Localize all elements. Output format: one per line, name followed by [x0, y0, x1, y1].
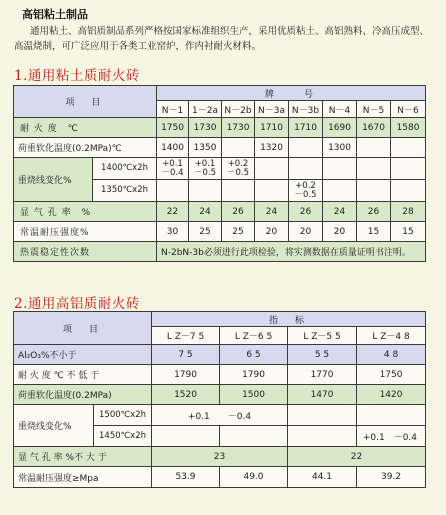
- section1-title: 1.通用粘土质耐火砖: [14, 68, 140, 84]
- reheat-value: [357, 180, 391, 202]
- reheat-value: [222, 180, 255, 202]
- value-cell: 1790: [220, 365, 288, 385]
- grade-cell: L Z－4 8: [357, 327, 426, 345]
- reheat-value: [220, 426, 288, 447]
- refractoriness-label: 耐 火 度 ℃: [14, 118, 157, 138]
- value-cell: [289, 138, 323, 158]
- value-cell: 23: [152, 447, 288, 467]
- reheat-condition: 1350℃x2h: [93, 180, 157, 202]
- value-cell: 1710: [289, 118, 323, 138]
- grade-header: 牌 号: [157, 86, 426, 101]
- reheat-label: 重烧线变化%: [14, 405, 94, 447]
- value-cell: 1400: [157, 138, 189, 158]
- value-cell: 1320: [255, 138, 289, 158]
- softening-label: 荷重软化温度(0.2MPa): [14, 385, 152, 405]
- value-cell: 1420: [357, 385, 426, 405]
- reheat-condition: 1450℃x2h: [94, 426, 152, 447]
- grade-cell: L Z－7 5: [152, 327, 220, 345]
- value-cell: 1750: [357, 365, 426, 385]
- value-cell: [391, 138, 426, 158]
- grade-cell: N－1: [157, 101, 189, 118]
- item-header: 项 目: [14, 312, 152, 345]
- strength-label: 常温耐压强度%: [14, 222, 157, 242]
- thermal-note: N-2bN-3b必须进行此项检验，将实测数据在质量证明书注明。: [157, 242, 426, 262]
- reheat-value: [189, 180, 222, 202]
- al2o3-label: Al₂O₃%不小于: [14, 345, 152, 365]
- value-cell: 1520: [152, 385, 220, 405]
- value-cell: 20: [255, 222, 289, 242]
- value-cell: 53.9: [152, 467, 220, 488]
- reheat-condition: 1400℃x2h: [93, 158, 157, 180]
- intro-paragraph: 通用粘土、高铝质制品系列严格按国家标准组织生产，采用优质粘土、高铝熟料、冷高压成型、高温烧制，可广泛应用于各类工业窑炉，作内衬耐火材料。: [14, 26, 430, 52]
- value-cell: 26: [222, 202, 255, 222]
- value-cell: 26: [289, 202, 323, 222]
- value-cell: 49.0: [220, 467, 288, 488]
- value-cell: 44.1: [288, 467, 357, 488]
- porosity-label: 显 气 孔 率 %不 大 于: [14, 447, 152, 467]
- value-cell: [357, 138, 391, 158]
- reheat-label: 重烧线变化%: [14, 158, 93, 202]
- value-cell: 5 5: [288, 345, 357, 365]
- value-cell: 25: [222, 222, 255, 242]
- reheat-value: [357, 405, 426, 426]
- clay-brick-table: [13, 85, 426, 262]
- value-cell: 1770: [288, 365, 357, 385]
- grade-cell: N－5: [357, 101, 391, 118]
- value-cell: 20: [323, 222, 357, 242]
- value-cell: 6 5: [220, 345, 288, 365]
- value-cell: 1470: [288, 385, 357, 405]
- reheat-value: [152, 426, 220, 447]
- value-cell: 1500: [220, 385, 288, 405]
- value-cell: 1670: [357, 118, 391, 138]
- grade-cell: L Z－5 5: [288, 327, 357, 345]
- reheat-value: +0.2 －0.5: [289, 180, 323, 202]
- value-cell: 22: [288, 447, 426, 467]
- value-cell: 26: [357, 202, 391, 222]
- grade-cell: N－2b: [222, 101, 255, 118]
- value-cell: 15: [391, 222, 426, 242]
- grade-cell: N－6: [391, 101, 426, 118]
- alumina-brick-table: [13, 311, 426, 488]
- value-cell: [222, 138, 255, 158]
- reheat-value: [157, 180, 189, 202]
- value-cell: 1750: [157, 118, 189, 138]
- value-cell: 4 8: [357, 345, 426, 365]
- grade-cell: L Z－6 5: [220, 327, 288, 345]
- porosity-label: 显 气 孔 率 %: [14, 202, 157, 222]
- reheat-value: [391, 158, 426, 180]
- value-cell: 30: [157, 222, 189, 242]
- grade-cell: N－3a: [255, 101, 289, 118]
- value-cell: 1790: [152, 365, 220, 385]
- value-cell: 24: [255, 202, 289, 222]
- reheat-value: +0.1 －0.4: [152, 405, 288, 426]
- reheat-value: [323, 180, 357, 202]
- reheat-condition: 1500℃x2h: [94, 405, 152, 426]
- value-cell: 1580: [391, 118, 426, 138]
- value-cell: 24: [189, 202, 222, 222]
- refractoriness-label: 耐 火 度 ℃ 不 低 于: [14, 365, 152, 385]
- reheat-value: [357, 158, 391, 180]
- reheat-value: [255, 158, 289, 180]
- grade-header: 指 标: [152, 312, 426, 327]
- value-cell: 20: [289, 222, 323, 242]
- reheat-value: [288, 426, 357, 447]
- grade-cell: N－3b: [289, 101, 323, 118]
- reheat-value: +0.2 －0.5: [222, 158, 255, 180]
- strength-label: 常温耐压强度≥Mpa: [14, 467, 152, 488]
- reheat-value: +0.1 －0.4: [357, 426, 426, 447]
- value-cell: 1730: [222, 118, 255, 138]
- value-cell: 24: [323, 202, 357, 222]
- item-header: 项 目: [14, 86, 157, 118]
- grade-cell: N－4: [323, 101, 357, 118]
- value-cell: 1300: [323, 138, 357, 158]
- value-cell: 1730: [189, 118, 222, 138]
- reheat-value: [323, 158, 357, 180]
- thermal-label: 热震稳定性次数: [14, 242, 157, 262]
- value-cell: 22: [157, 202, 189, 222]
- value-cell: 1710: [255, 118, 289, 138]
- value-cell: 7 5: [152, 345, 220, 365]
- value-cell: 28: [391, 202, 426, 222]
- value-cell: 15: [357, 222, 391, 242]
- reheat-value: +0.1 －0.5: [189, 158, 222, 180]
- value-cell: 1350: [189, 138, 222, 158]
- reheat-value: [288, 405, 357, 426]
- softening-label: 荷重软化温度(0.2MPa)℃: [14, 138, 157, 158]
- value-cell: 39.2: [357, 467, 426, 488]
- reheat-value: [255, 180, 289, 202]
- section2-title: 2.通用高铝质耐火砖: [14, 296, 140, 312]
- reheat-value: +0.1 －0.4: [157, 158, 189, 180]
- product-heading: 高铝粘土制品: [22, 8, 88, 21]
- value-cell: 25: [189, 222, 222, 242]
- grade-cell: 1－2a: [189, 101, 222, 118]
- reheat-value: [289, 158, 323, 180]
- value-cell: 1690: [323, 118, 357, 138]
- reheat-value: [391, 180, 426, 202]
